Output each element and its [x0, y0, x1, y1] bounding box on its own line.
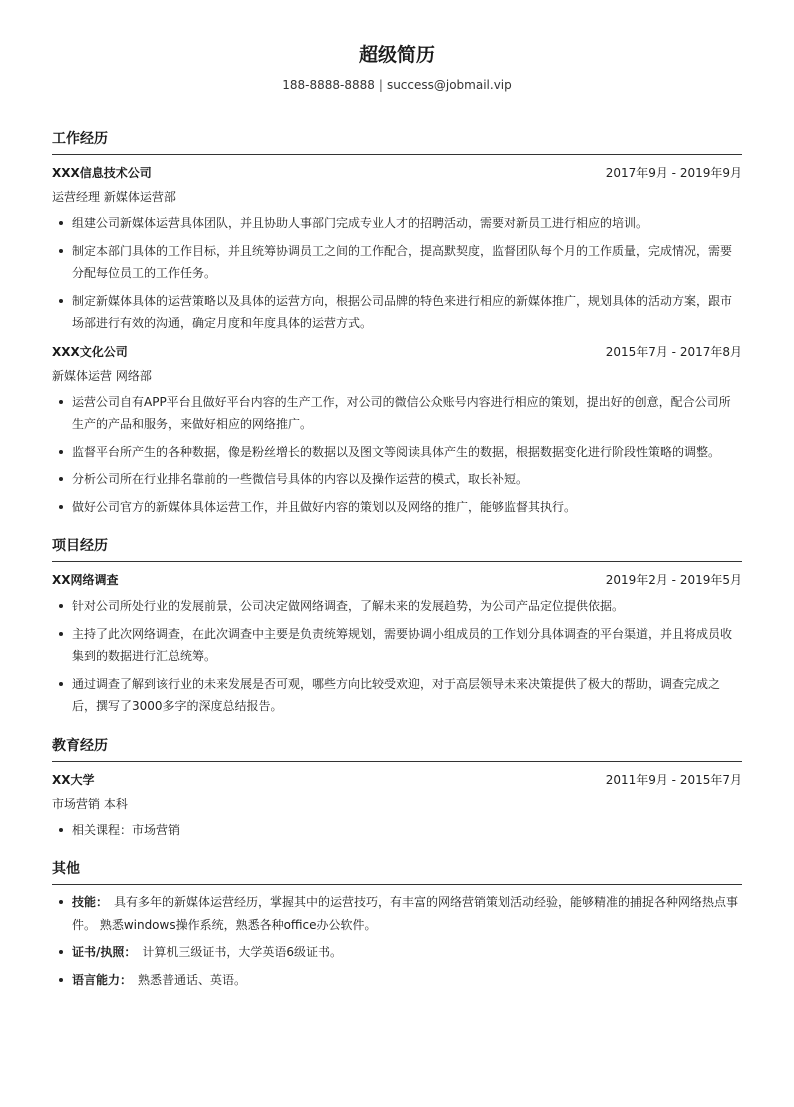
work-section [52, 128, 742, 518]
item-label: 证书/执照： [72, 945, 137, 959]
project-entry [52, 568, 742, 718]
entry-header [52, 768, 742, 792]
email-address: success@jobmail.vip [386, 78, 512, 92]
list-item: 制定新媒体具体的运营策略以及具体的运营方向，根据公司品牌的特色来进行相应的新媒体推广，规划具体的活动方案，跟市场部进行有效的沟通，确定月度和年度具体的运营方式。 [52, 290, 742, 335]
education-entry [52, 768, 742, 842]
list-item: 通过调查了解到该行业的未来发展是否可观，哪些方向比较受欢迎，对于高层领导未来决策提供了极大的帮助，调查完成之后，撰写了3000多字的深度总结报告。 [52, 673, 742, 718]
list-item: 相关课程：市场营销 [52, 819, 742, 842]
list-item: 运营公司自有APP平台且做好平台内容的生产工作，对公司的微信公众账号内容进行相应的策划，提出好的创意，配合公司所生产的产品和服务，来做好相应的网络推广。 [52, 391, 742, 436]
degree-major: 市场营销 本科 [52, 796, 128, 811]
entry-header [52, 161, 742, 185]
company-name: XXX信息技术公司 [52, 166, 152, 180]
list-item: 分析公司所在行业排名靠前的一些微信号具体的内容以及操作运营的模式，取长补短。 [52, 468, 742, 491]
list-item: 针对公司所处行业的发展前景，公司决定做网络调查，了解未来的发展趋势，为公司产品定位提供依据。 [52, 595, 742, 618]
list-item: 主持了此次网络调查，在此次调查中主要是负责统筹规划，需要协调小组成员的工作划分具体调查的平台渠道，并且将成员收集到的数据进行汇总统筹。 [52, 623, 742, 668]
item-text: 具有多年的新媒体运营经历，掌握其中的运营技巧，有丰富的网络营销策划活动经验，能够精准的捕捉各种网络热点事件。 熟悉windows操作系统，熟悉各种office办公软件。 [72, 895, 739, 932]
entry-header [52, 340, 742, 364]
list-item: 做好公司官方的新媒体具体运营工作，并且做好内容的策划以及网络的推广，能够监督其执行。 [52, 496, 742, 519]
resume-content [52, 128, 742, 996]
projects-section [52, 535, 742, 718]
company-name: XXX文化公司 [52, 344, 128, 359]
date-range: 2017年9月 - 2019年9月 [605, 166, 742, 180]
job-role: 运营经理 新媒体运营部 [52, 190, 176, 204]
list-item [52, 941, 742, 964]
contact-line [0, 76, 794, 94]
item-label: 语言能力： [72, 972, 133, 987]
entry-header [52, 568, 742, 592]
section-title-projects: 项目经历 [52, 535, 742, 562]
phone-number: 188-8888-8888 [282, 78, 375, 92]
date-range: 2015年7月 - 2017年8月 [605, 344, 742, 359]
item-label: 技能： [72, 895, 109, 909]
bullet-list [52, 819, 742, 842]
list-item: 组建公司新媒体运营具体团队，并且协助人事部门完成专业人才的招聘活动，需要对新员工进行相应的培训。 [52, 212, 742, 235]
section-title-other: 其他 [52, 858, 742, 885]
list-item: 监督平台所产生的各种数据，像是粉丝增长的数据以及图文等阅读具体产生的数据，根据数据变化进行阶段性策略的调整。 [52, 441, 742, 464]
bullet-list [52, 212, 742, 335]
item-text: 计算机三级证书，大学英语6级证书。 [142, 945, 343, 959]
section-title-education: 教育经历 [52, 735, 742, 762]
education-section [52, 735, 742, 842]
section-title-work: 工作经历 [52, 128, 742, 155]
job-role: 新媒体运营 网络部 [52, 368, 152, 383]
work-entry [52, 340, 742, 519]
list-item [52, 969, 742, 992]
date-range: 2019年2月 - 2019年5月 [605, 573, 742, 587]
list-item: 制定本部门具体的工作目标，并且统筹协调员工之间的工作配合，提高默契度，监督团队每个月的工作质量，完成情况，需要分配每位员工的工作任务。 [52, 240, 742, 285]
work-entry [52, 161, 742, 335]
resume-name: 超级简历 [358, 44, 435, 66]
project-name: XX网络调查 [52, 573, 119, 587]
bullet-list [52, 595, 742, 718]
bullet-list [52, 391, 742, 519]
item-text: 熟悉普通话、英语。 [138, 972, 247, 987]
bullet-list [52, 891, 742, 991]
list-item [52, 891, 742, 936]
date-range: 2011年9月 - 2015年7月 [605, 772, 742, 787]
school-name: XX大学 [52, 772, 95, 787]
contact-separator: | [378, 78, 383, 92]
other-section [52, 858, 742, 991]
